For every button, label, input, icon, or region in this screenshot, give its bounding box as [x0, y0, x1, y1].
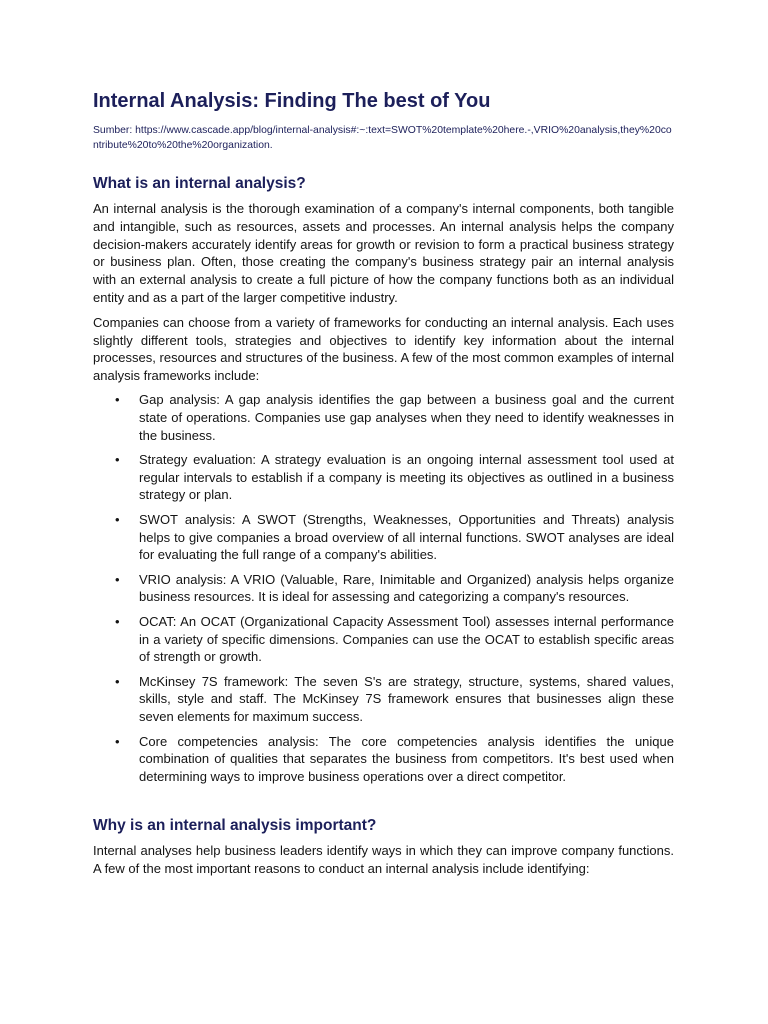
document-title: Internal Analysis: Finding The best of You [93, 90, 491, 112]
list-item-text: OCAT: An OCAT (Organizational Capacity Assessment Tool) assesses internal performance in a variety of specific dimensions. Companies can use the OCAT to establish specific areas of strength or growth. [139, 613, 674, 665]
list-item-strategy-evaluation [93, 451, 674, 504]
bullet-icon: • [115, 733, 120, 749]
list-item-swot-analysis [93, 511, 674, 564]
frameworks-list [93, 391, 674, 786]
list-item-text: Core competencies analysis: The core competencies analysis identifies the unique combination of qualities that separates the business from competitors. It's best used when determining ways to improve business operations over a direct competitor. [139, 733, 674, 785]
list-item-text: McKinsey 7S framework: The seven S's are strategy, structure, systems, shared values, skills, style and staff. The McKinsey 7S framework ensures that businesses align these seven elements for maximum success. [139, 673, 674, 725]
list-item-core-competencies [93, 733, 674, 786]
paragraph-frameworks: Companies can choose from a variety of frameworks for conducting an internal analysis. Each uses slightly different tools, strategies and objectives to identify key information about the internal processes, resources and structures of the business. A few of the most common examples of internal analysis frameworks include: [93, 314, 674, 384]
list-item-mckinsey-7s [93, 673, 674, 726]
list-item-text: Gap analysis: A gap analysis identifies the gap between a business goal and the current state of operations. Companies use gap analyses when they need to identify weaknesses in the business. [139, 391, 674, 443]
bullet-icon: • [115, 511, 120, 527]
bullet-icon: • [115, 613, 120, 629]
bullet-icon: • [115, 391, 120, 407]
list-item-text: SWOT analysis: A SWOT (Strengths, Weaknesses, Opportunities and Threats) analysis helps to give companies a broad overview of all internal functions. SWOT analyses are ideal for evaluating the full range of a company's abilities. [139, 511, 674, 563]
bullet-icon: • [115, 451, 120, 467]
list-item-text: Strategy evaluation: A strategy evaluation is an ongoing internal assessment tool used at regular intervals to establish if a company is meeting its objectives as outlined in a business strategy or plan. [139, 451, 674, 503]
document-page [93, 88, 674, 878]
list-item-vrio-analysis [93, 571, 674, 607]
paragraph-definition: An internal analysis is the thorough examination of a company's internal components, both tangible and intangible, such as resources, assets and processes. An internal analysis helps the company decision-makers accurately identify areas for growth or revision to form a practical business strategy or business plan. Often, those creating the company's business strategy pair an internal analysis with an external analysis to create a full picture of how the company functions both as an individual entity and as a part of the larger competitive industry. [93, 201, 674, 305]
bullet-icon: • [115, 673, 120, 689]
section-heading-why: Why is an internal analysis important? [93, 816, 377, 834]
list-item-ocat [93, 613, 674, 666]
bullet-icon: • [115, 571, 120, 587]
source-citation: Sumber: https://www.cascade.app/blog/internal-analysis#:~:text=SWOT%20template%20here.-,VRIO%20analysis,they%20contribute%20to%20the%20organization. [93, 125, 672, 151]
section-heading-what: What is an internal analysis? [93, 175, 306, 192]
list-item-gap-analysis [93, 391, 674, 444]
list-item-text: VRIO analysis: A VRIO (Valuable, Rare, Inimitable and Organized) analysis helps organize business resources. It is ideal for assessing and categorizing a company's resources. [139, 571, 674, 605]
paragraph-importance: Internal analyses help business leaders identify ways in which they can improve company functions. A few of the most important reasons to conduct an internal analysis include identifying: [93, 842, 674, 876]
